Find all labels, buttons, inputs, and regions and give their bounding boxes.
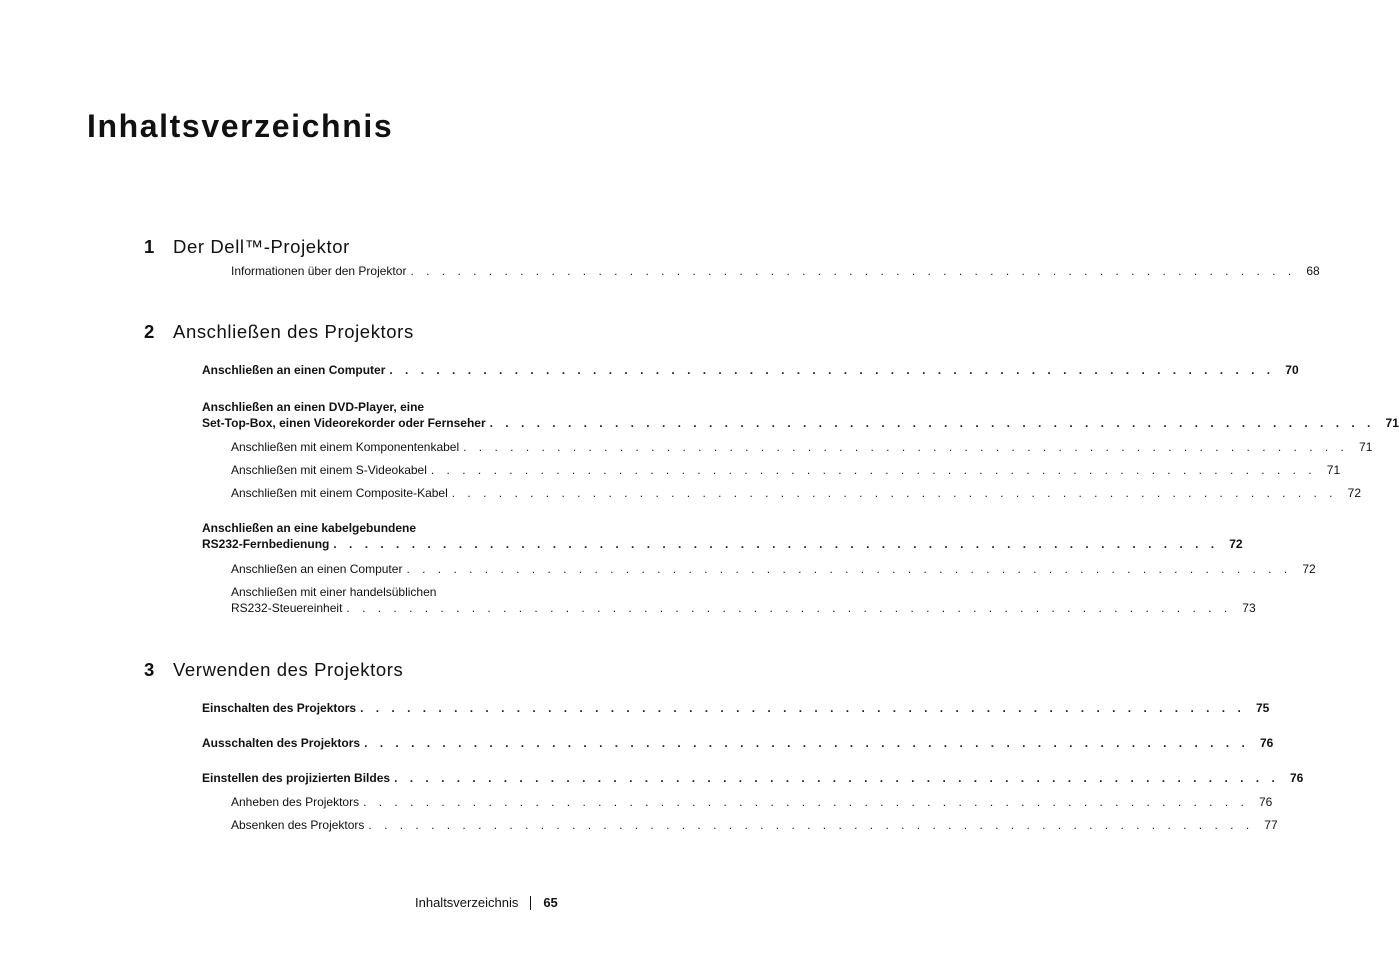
chapter-number: 1 <box>144 236 155 257</box>
toc-entry-text: Informationen über den Projektor <box>231 264 407 278</box>
toc-page-number: 77 <box>1264 818 1278 832</box>
toc-entry-anheben[interactable] <box>231 795 1273 809</box>
toc-page-number: 68 <box>1306 264 1320 278</box>
toc-page-number: 72 <box>1302 562 1316 576</box>
toc-entry-text: Anschließen mit einem Composite-Kabel <box>231 486 448 500</box>
chapter-title: Der Dell™-Projektor <box>173 236 350 257</box>
toc-entry-text: Ausschalten des Projektors <box>202 736 361 750</box>
chapter-3-heading[interactable] <box>144 659 403 681</box>
toc-entry-rs232-steuereinheit[interactable] <box>231 585 1256 615</box>
chapter-number: 2 <box>144 321 155 342</box>
dot-leader: . . . . . . . . . . . . . . . . . . . . . . . . . . . . . . . . . . . . . . . . . . . . . . . . . . . . . . . . . <box>368 818 1254 832</box>
toc-entry-s-videokabel[interactable] <box>231 463 1341 477</box>
footer-divider <box>530 896 531 910</box>
toc-entry-text-line1: Anschließen an einen DVD-Player, eine <box>202 400 425 414</box>
page-footer <box>415 895 558 910</box>
toc-page-number: 76 <box>1289 771 1304 785</box>
toc-entry-text: Einstellen des projizierten Bildes <box>202 771 391 785</box>
toc-entry-text-line1: Anschließen an eine kabelgebundene <box>202 521 417 535</box>
chapter-title: Anschließen des Projektors <box>173 321 414 342</box>
dot-leader: . . . . . . . . . . . . . . . . . . . . . . . . . . . . . . . . . . . . . . . . . . . . . . . . . . . . . . . . . <box>489 416 1375 430</box>
chapter-2-heading[interactable] <box>144 321 414 343</box>
chapter-1-heading[interactable] <box>144 236 350 258</box>
toc-page-number: 76 <box>1258 795 1273 809</box>
dot-leader: . . . . . . . . . . . . . . . . . . . . . . . . . . . . . . . . . . . . . . . . . . . . . . . . . . . . . . . . . <box>463 440 1349 454</box>
toc-entry-computer-sub[interactable] <box>231 562 1316 576</box>
dot-leader: . . . . . . . . . . . . . . . . . . . . . . . . . . . . . . . . . . . . . . . . . . . . . . . . . . . . . . . . . <box>430 463 1317 477</box>
dot-leader: . . . . . . . . . . . . . . . . . . . . . . . . . . . . . . . . . . . . . . . . . . . . . . . . . . . . . . . . . <box>406 562 1292 576</box>
dot-leader: . . . . . . . . . . . . . . . . . . . . . . . . . . . . . . . . . . . . . . . . . . . . . . . . . . . . . . . . . <box>364 736 1250 750</box>
toc-entry-einstellen[interactable] <box>202 771 1304 785</box>
toc-entry-text: Anheben des Projektors <box>231 795 360 809</box>
chapter-number: 3 <box>144 659 155 680</box>
toc-entry-text: RS232-Steuereinheit <box>231 601 343 615</box>
toc-entry-komponentenkabel[interactable] <box>231 440 1373 454</box>
toc-entry-text: Set-Top-Box, einen Videorekorder oder Fernseher <box>202 416 486 430</box>
toc-entry-text: Einschalten des Projektors <box>202 701 357 715</box>
dot-leader: . . . . . . . . . . . . . . . . . . . . . . . . . . . . . . . . . . . . . . . . . . . . . . . . . . . . . . . . . <box>451 486 1338 500</box>
footer-label: Inhaltsverzeichnis <box>415 895 519 910</box>
dot-leader: . . . . . . . . . . . . . . . . . . . . . . . . . . . . . . . . . . . . . . . . . . . . . . . . . . . . . . . . . <box>346 601 1232 615</box>
toc-entry-dvd-player[interactable] <box>202 400 1399 430</box>
toc-page-number: 72 <box>1347 486 1362 500</box>
dot-leader: . . . . . . . . . . . . . . . . . . . . . . . . . . . . . . . . . . . . . . . . . . . . . . . . . . . . . . . . . <box>410 264 1296 278</box>
toc-page-number: 71 <box>1326 463 1341 477</box>
toc-entry-text: Anschließen mit einem Komponentenkabel <box>231 440 460 454</box>
toc-entry-text: Absenken des Projektors <box>231 818 365 832</box>
dot-leader: . . . . . . . . . . . . . . . . . . . . . . . . . . . . . . . . . . . . . . . . . . . . . . . . . . . . . . . . . <box>363 795 1249 809</box>
toc-page-number: 75 <box>1255 701 1270 715</box>
toc-entry-informationen[interactable] <box>231 264 1320 278</box>
footer-page-number: 65 <box>543 895 558 910</box>
page-title: Inhaltsverzeichnis <box>87 108 394 144</box>
dot-leader: . . . . . . . . . . . . . . . . . . . . . . . . . . . . . . . . . . . . . . . . . . . . . . . . . . . . . . . . . <box>360 701 1246 715</box>
toc-entry-text-line1: Anschließen mit einer handelsüblichen <box>231 585 437 599</box>
toc-entry-ausschalten[interactable] <box>202 736 1274 750</box>
toc-page-number: 72 <box>1229 537 1243 551</box>
toc-entry-text: Anschließen an einen Computer <box>231 562 403 576</box>
toc-entry-computer[interactable] <box>202 363 1299 377</box>
toc-page-number: 73 <box>1242 601 1256 615</box>
toc-entry-absenken[interactable] <box>231 818 1278 832</box>
toc-entry-rs232-fernbedienung[interactable] <box>202 521 1243 551</box>
dot-leader: . . . . . . . . . . . . . . . . . . . . . . . . . . . . . . . . . . . . . . . . . . . . . . . . . . . . . . . . . <box>394 771 1280 785</box>
toc-page-number: 71 <box>1359 440 1373 454</box>
toc-page-number: 71 <box>1385 416 1399 430</box>
toc-page-number: 76 <box>1259 736 1274 750</box>
dot-leader: . . . . . . . . . . . . . . . . . . . . . . . . . . . . . . . . . . . . . . . . . . . . . . . . . . . . . . . . . <box>389 363 1275 377</box>
toc-entry-einschalten[interactable] <box>202 701 1270 715</box>
toc-entry-composite-kabel[interactable] <box>231 486 1362 500</box>
toc-entry-text: Anschließen an einen Computer <box>202 363 386 377</box>
toc-entry-text: RS232-Fernbedienung <box>202 537 330 551</box>
toc-entry-text: Anschließen mit einem S-Videokabel <box>231 463 427 477</box>
dot-leader: . . . . . . . . . . . . . . . . . . . . . . . . . . . . . . . . . . . . . . . . . . . . . . . . . . . . . . . . . <box>333 537 1219 551</box>
chapter-title: Verwenden des Projektors <box>173 659 404 680</box>
toc-page-number: 70 <box>1285 363 1299 377</box>
